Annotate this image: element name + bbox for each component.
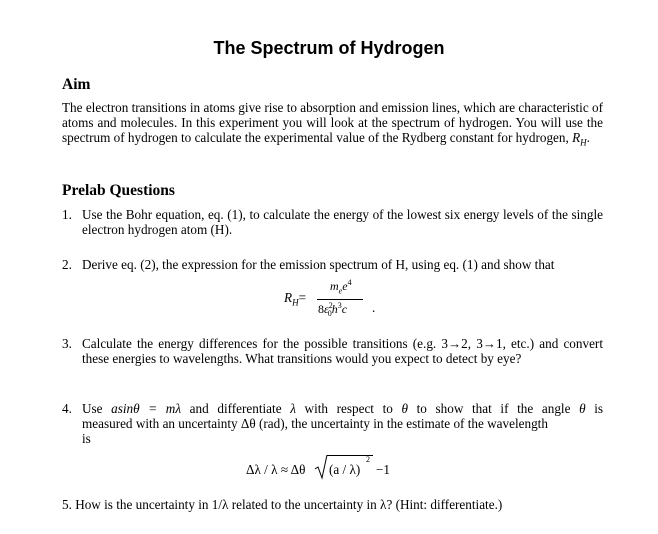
rydberg-numerator: $m_ee^4$: [330, 278, 352, 296]
q3-number: 3.: [62, 336, 72, 351]
page-title: The Spectrum of Hydrogen: [213, 38, 445, 58]
rydberg-equation: $R_H=$ $m_ee^4$ $8\varepsilon^2_0h^3c$ .: [284, 278, 376, 319]
q1-number: 1.: [62, 207, 72, 222]
q4-line1: Use asinθ = mλ and differentiate λ with respect to θ to show that if the angle θ is: [82, 401, 603, 416]
rydberg-denominator: $8\varepsilon^2_0h^3c$: [318, 301, 348, 319]
q5-text: 5. How is the uncertainty in 1/λ related to the uncertainty in λ? (Hint: differentiate.): [62, 497, 503, 512]
uncertainty-equation: Δλ / λ ≈ Δθ (a / λ) 2 −1: [246, 454, 446, 482]
q1-text: Use the Bohr equation, eq. (1), to calculate the energy of the lowest six energy levels of the single electron hydrogen atom (H).: [82, 207, 603, 238]
prelab-heading: Prelab Questions: [62, 182, 175, 199]
fraction-bar: [317, 299, 363, 300]
q4-line3: is: [82, 431, 91, 446]
q4-line2: measured with an uncertainty Δθ (rad), the uncertainty in the estimate of the wavelength: [82, 416, 548, 431]
rydberg-symbol: $R_H$: [572, 130, 587, 149]
radical-sign: [314, 454, 328, 480]
aim-heading: Aim: [62, 76, 91, 93]
q4-number: 4.: [62, 401, 72, 416]
aim-paragraph: The electron transitions in atoms give rise to absorption and emission lines, which are characteristic of atoms and molecules. In this experiment you will look at the spectrum of hydrogen. You will use the spectrum of hydrogen to calculate the experimental value of the Rydberg constant for hydrogen, $R_H$.: [62, 100, 603, 149]
q2-text: Derive eq. (2), the expression for the emission spectrum of H, using eq. (1) and show that: [82, 257, 555, 272]
q2-number: 2.: [62, 257, 72, 272]
q3-text: Calculate the energy differences for the possible transitions (e.g. 3→2, 3→1, etc.) and convert these energies to wavelengths. What transitions would you expect to detect by eye?: [82, 336, 603, 367]
